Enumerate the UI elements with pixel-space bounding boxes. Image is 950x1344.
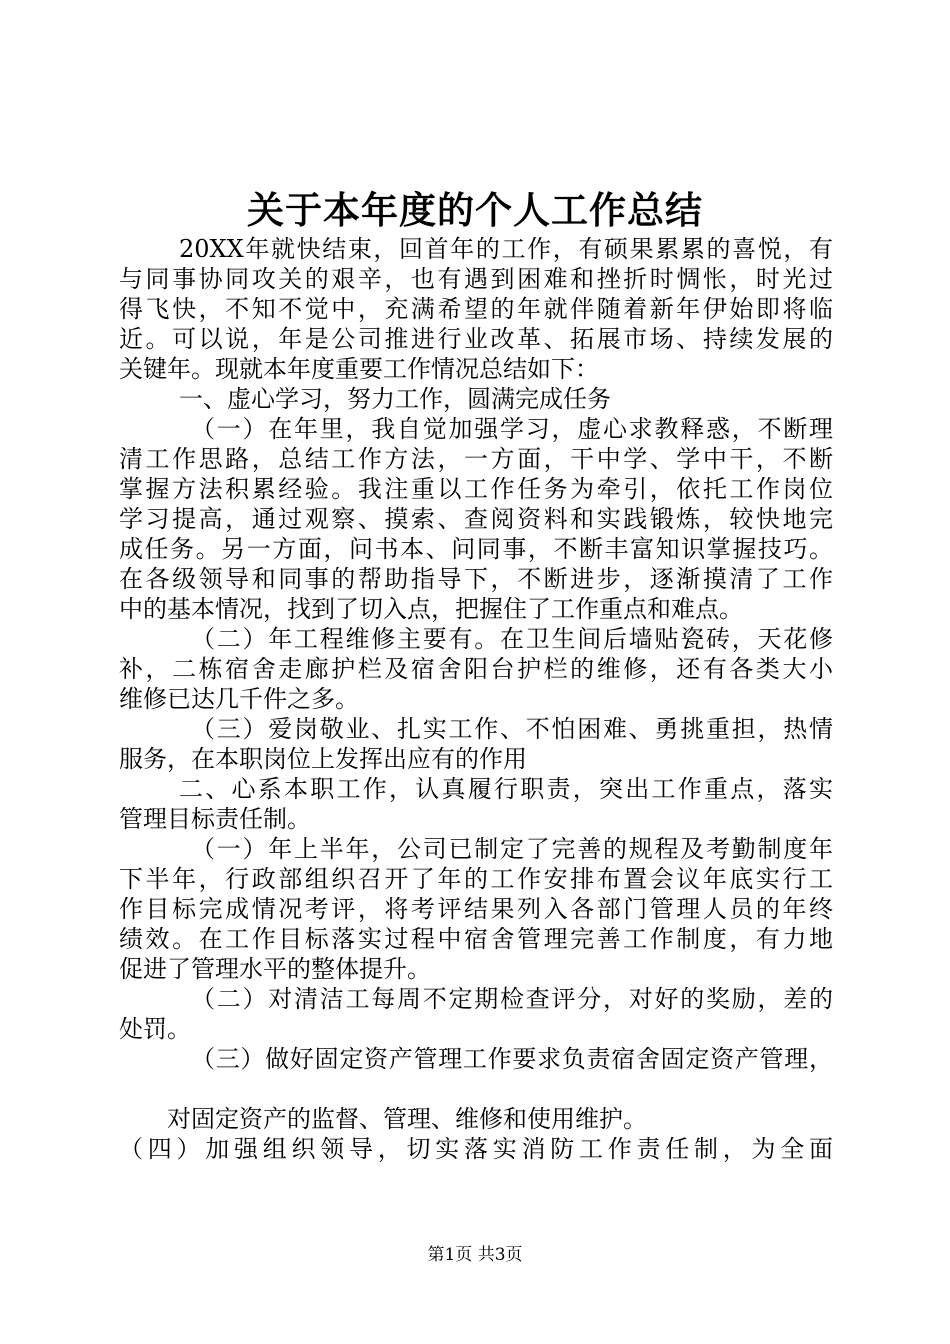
paragraph-line: （二）年工程维修主要有。在卫生间后墙贴瓷砖，天花修 (191, 625, 833, 653)
paragraph-line: （一）年上半年，公司已制定了完善的规程及考勤制度年 (191, 835, 833, 863)
paragraph-line: 作目标完成情况考评，将考评结果列入各部门管理人员的年终 (119, 895, 833, 923)
paragraph-line: 绩效。在工作目标落实过程中宿舍管理完善工作制度，有力地 (119, 925, 833, 953)
blank-line (119, 1074, 833, 1104)
paragraph-line: 清工作思路，总结工作方法，一方面，干中学、学中干，不断 (119, 445, 833, 473)
section-heading: 一、虚心学习，努力工作，圆满完成任务 (179, 385, 611, 413)
document-body (119, 234, 833, 1164)
paragraph-line: 处罚。 (119, 1015, 191, 1043)
page-number: 第1页 共3页 (427, 1245, 523, 1265)
paragraph-line: （四）加强组织领导，切实落实消防工作责任制，为全面 (119, 1135, 833, 1163)
section-heading: 管理目标责任制。 (119, 805, 311, 833)
paragraph-line: 关键年。现就本年度重要工作情况总结如下： (119, 355, 599, 383)
paragraph-line: 对固定资产的监督、管理、维修和使用维护。 (167, 1105, 647, 1133)
paragraph-line: 在各级领导和同事的帮助指导下，不断进步，逐渐摸清了工作 (119, 565, 833, 593)
paragraph-line: 近。可以说，年是公司推进行业改革、拓展市场、持续发展的 (119, 325, 833, 353)
paragraph-line: 维修已达几千件之多。 (119, 685, 359, 713)
section-heading: 二、心系本职工作，认真履行职责，突出工作重点，落实 (179, 775, 833, 803)
paragraph-line: 促进了管理水平的整体提升。 (119, 955, 431, 983)
paragraph-line: 补，二栋宿舍走廊护栏及宿舍阳台护栏的维修，还有各类大小 (119, 655, 833, 683)
paragraph-line: 学习提高，通过观察、摸索、查阅资料和实践锻炼，较快地完 (119, 505, 833, 533)
paragraph-line: 服务，在本职岗位上发挥出应有的作用 (119, 745, 527, 773)
paragraph-line: （一）在年里，我自觉加强学习，虚心求教释惑，不断理 (191, 415, 833, 443)
paragraph-line: 掌握方法积累经验。我注重以工作任务为牵引，依托工作岗位 (119, 475, 833, 503)
paragraph-line: （二）对清洁工每周不定期检查评分，对好的奖励，差的 (191, 985, 833, 1013)
paragraph-line: 20XX年就快结束，回首年的工作，有硕果累累的喜悦，有 (179, 235, 833, 263)
paragraph-line: 得飞快，不知不觉中，充满希望的年就伴随着新年伊始即将临 (119, 295, 833, 323)
paragraph-line: （三）做好固定资产管理工作要求负责宿舍固定资产管理， (191, 1045, 833, 1073)
paragraph-line: 与同事协同攻关的艰辛，也有遇到困难和挫折时惆怅，时光过 (119, 265, 833, 293)
document-title: 关于本年度的个人工作总结 (247, 188, 703, 232)
paragraph-line: （三）爱岗敬业、扎实工作、不怕困难、勇挑重担，热情 (191, 715, 833, 743)
paragraph-line: 中的基本情况，找到了切入点，把握住了工作重点和难点。 (119, 595, 743, 623)
paragraph-line: 下半年，行政部组织召开了年的工作安排布置会议年底实行工 (119, 865, 833, 893)
paragraph-line: 成任务。另一方面，问书本、问同事，不断丰富知识掌握技巧。 (119, 535, 833, 563)
